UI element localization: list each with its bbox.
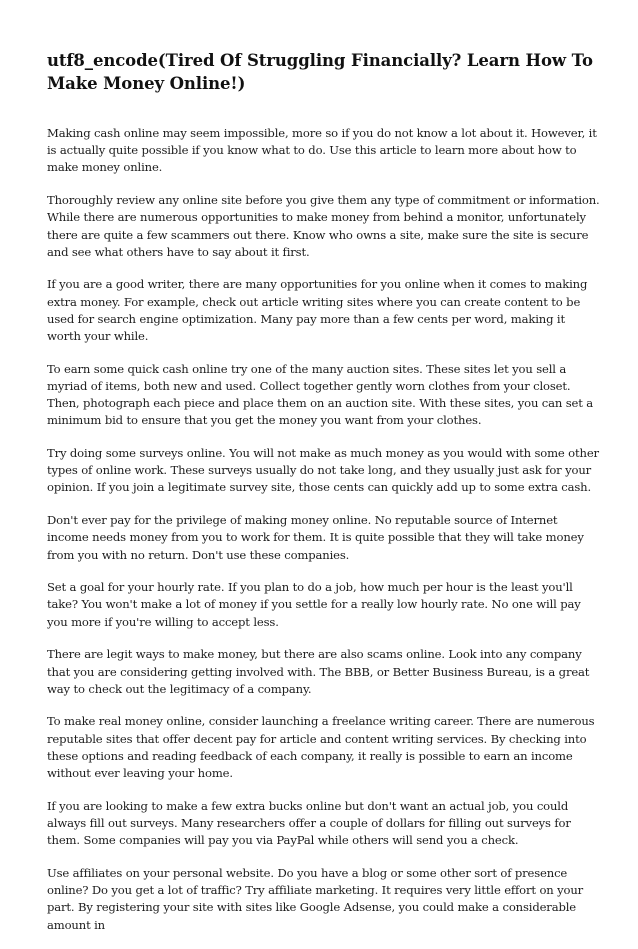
paragraph-freelance: To make real money online, consider launching a freelance writing career. There are numerous reputable sites that offer decent pay for article and content writing services. By checking into these options and reading feedback of each company, it really is possible to earn an income without ever leaving your home. (47, 714, 595, 781)
paragraph-hourly-rate: Set a goal for your hourly rate. If you plan to do a job, how much per hour is the least you'll take? You won't make a lot of money if you settle for a really low hourly rate. No one will pay you more if you're willing to accept less. (47, 580, 581, 629)
paragraph-writing: If you are a good writer, there are many opportunities for you online when it comes to making extra money. For example, check out article writing sites where you can create content to be used for search engine optimization. Many pay more than a few cents per word, making it worth your while. (47, 277, 588, 344)
paragraph-never-pay: Don't ever pay for the privilege of making money online. No reputable source of Internet income needs money from you to work for them. It is quite possible that they will take money from you with no return. Don't use these companies. (47, 513, 584, 562)
paragraph-affiliates: Use affiliates on your personal website. Do you have a blog or some other sort of presence online? Do you get a lot of traffic? Try affiliate marketing. It requires very little effort on your part. By registering your site with sites like Google Adsense, you could make a considerable amount in (47, 865, 584, 932)
paragraph-extra-bucks: If you are looking to make a few extra bucks online but don't want an actual job, you could always fill out surveys. Many researchers offer a couple of dollars for filling out surveys for them. Some companies will pay you via PayPal while others will send you a check. (47, 798, 571, 848)
paragraph-scams: There are legit ways to make money, but there are also scams online. Look into any company that you are considering getting involved with. The BBB, or Better Business Bureau, is a great way to check out the legitimacy of a company. (47, 647, 590, 696)
paragraph-auction-sites: To earn some quick cash online try one of the many auction sites. These sites let you sell a myriad of items, both new and used. Collect together gently worn clothes from your closet. Then, photograph each piece and place them on an auction site. With these sites, you can set a minimum bid to ensure that you get the money you want from your clothes. (47, 361, 594, 428)
document-title: utf8_encode(Tired Of Struggling Financially? Learn How To Make Money Online!) (47, 51, 593, 93)
paragraph-intro: Making cash online may seem impossible, more so if you do not know a lot about it. However, it is actually quite possible if you know what to do. Use this article to learn more about how to make money online. (47, 126, 597, 175)
paragraph-review-sites: Thoroughly review any online site before you give them any type of commitment or information. While there are numerous opportunities to make money from behind a monitor, unfortunately there are quite a few scammers out there. Know who owns a site, make sure the site is secure and see what others have to say about it first. (47, 193, 600, 259)
paragraph-surveys: Try doing some surveys online. You will not make as much money as you would with some other types of online work. These surveys usually do not take long, and they usually just ask for your opinion. If you join a legitimate survey site, those cents can quickly add up to some extra cash. (47, 446, 599, 495)
document-body (47, 125, 600, 949)
